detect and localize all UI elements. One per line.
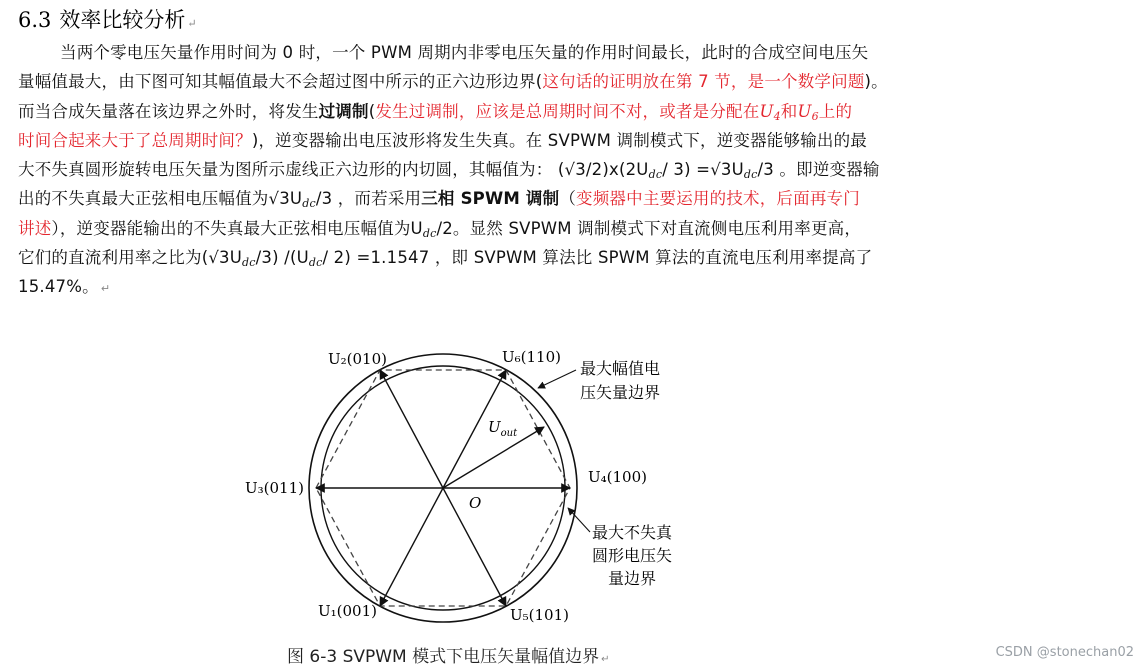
return-mark-icon: ↵ bbox=[100, 282, 111, 296]
paragraph-line-9 bbox=[18, 272, 1132, 301]
text-run: 量幅值最大，由下图可知其幅值最大不会超过图中所示的正六边形边界( bbox=[18, 72, 543, 92]
math-subscript: dc bbox=[648, 168, 663, 182]
label-u6: U₆(110) bbox=[502, 348, 561, 366]
math-subscript: dc bbox=[422, 226, 437, 240]
text-run: （ bbox=[559, 189, 577, 209]
red-annotation: 变频器中主要运用的技术，后面再专门 bbox=[576, 189, 860, 209]
text-run: 它们的直流利用率之比为(√3U bbox=[18, 248, 243, 268]
text-run: 发生过调制，应该是总周期时间不对，或者是分配在 bbox=[375, 101, 760, 121]
text-run: /3) /(U bbox=[255, 248, 309, 268]
math-subscript: 6 bbox=[811, 109, 819, 123]
section-heading bbox=[18, 4, 197, 34]
label-u5: U₅(101) bbox=[510, 606, 569, 624]
label-origin: O bbox=[469, 494, 482, 512]
red-annotation bbox=[375, 102, 852, 121]
text-run: 而当合成矢量落在该边界之外时，将发生 bbox=[18, 101, 319, 121]
caption-text: 图 6-3 SVPWM 模式下电压矢量幅值边界 bbox=[287, 647, 600, 667]
paragraph-line-7 bbox=[18, 214, 1132, 243]
label-uout-symbol: U bbox=[488, 418, 501, 436]
text-run: 出的不失真最大正弦相电压幅值为√3U bbox=[18, 189, 303, 209]
bold-term-overmodulation: 过调制 bbox=[318, 101, 369, 121]
paragraph-line-3 bbox=[18, 97, 1132, 126]
bold-term-spwm: 三相 SPWM 调制 bbox=[421, 189, 560, 209]
svpwm-vector-diagram bbox=[240, 340, 710, 630]
section-title: 效率比较分析 bbox=[59, 8, 186, 32]
text-run: ( bbox=[368, 101, 376, 121]
vector-u1-arrow bbox=[380, 488, 443, 606]
text-run: / 2) =1.1547 ，即 SVPWM 算法比 SPWM 算法的直流电压利用率提高了 bbox=[322, 248, 873, 268]
math-subscript: dc bbox=[302, 197, 316, 211]
math-symbol: U bbox=[759, 101, 774, 121]
math-formula bbox=[557, 160, 758, 182]
paragraph-line-1 bbox=[18, 38, 1132, 67]
figure-caption bbox=[287, 642, 610, 667]
text-run: (√3/2)x(2U bbox=[557, 160, 649, 180]
math-u6 bbox=[797, 102, 818, 121]
text-run: /3 ，而若采用 bbox=[315, 189, 422, 209]
text-run: 15.47%。 bbox=[18, 277, 99, 297]
circle-boundary-label-3: 量边界 bbox=[608, 569, 657, 588]
max-boundary-label-2: 压矢量边界 bbox=[580, 383, 661, 402]
circle-boundary-label-2: 圆形电压矢 bbox=[592, 546, 673, 565]
math-subscript: 4 bbox=[773, 109, 781, 123]
math-subscript: dc bbox=[308, 256, 323, 270]
return-mark-icon: ↵ bbox=[187, 17, 197, 30]
red-annotation: 时间合起来大于了总周期时间？ bbox=[18, 130, 252, 150]
paragraph-line-8 bbox=[18, 243, 1132, 272]
text-run: 当两个零电压矢量作用时间为 0 时，一个 PWM 周期内非零电压矢量的作用时间最长，此时的合成空间电压矢 bbox=[60, 43, 869, 62]
red-annotation: 这句话的证明放在第 7 节，是一个数学问题 bbox=[542, 72, 865, 92]
text-run: )，逆变器输出电压波形将发生失真。在 SVPWM 调制模式下，逆变器能够输出的最 bbox=[251, 130, 868, 150]
text-run: /2。显然 SVPWM 调制模式下对直流侧电压利用率更高， bbox=[436, 218, 862, 238]
paragraph-line-2 bbox=[18, 67, 1132, 96]
text-run: 和 bbox=[780, 101, 798, 121]
text-run: /3 。即逆变器输 bbox=[757, 160, 880, 180]
label-u2: U₂(010) bbox=[328, 350, 387, 368]
text-run: / 3) =√3U bbox=[662, 160, 744, 180]
return-mark-icon: ↵ bbox=[601, 654, 610, 665]
max-boundary-label-1: 最大幅值电 bbox=[580, 359, 661, 378]
math-subscript: dc bbox=[242, 256, 256, 270]
label-uout-subscript: out bbox=[500, 428, 518, 439]
text-run: ），逆变器能输出的不失真最大正弦相电压幅值为U bbox=[51, 218, 423, 238]
section-number: 6.3 bbox=[18, 8, 52, 32]
text-run: )。 bbox=[864, 72, 888, 92]
vector-uout-arrow bbox=[443, 427, 544, 488]
paragraph-line-4 bbox=[18, 126, 1132, 155]
math-u4 bbox=[759, 102, 780, 121]
label-u4: U₄(100) bbox=[588, 468, 647, 486]
circle-boundary-label-1: 最大不失真 bbox=[592, 523, 673, 542]
label-u1: U₁(001) bbox=[318, 602, 377, 620]
body-paragraph bbox=[18, 38, 1132, 302]
label-uout bbox=[488, 418, 518, 439]
red-annotation: 讲述 bbox=[18, 218, 52, 238]
paragraph-line-6 bbox=[18, 184, 1132, 213]
label-u3: U₃(011) bbox=[245, 479, 304, 497]
leader-line-hexagon bbox=[538, 370, 576, 388]
csdn-watermark: CSDN @stonechan02 bbox=[995, 645, 1134, 660]
paragraph-line-5 bbox=[18, 155, 1132, 184]
math-symbol: U bbox=[797, 101, 812, 121]
text-run: 上的 bbox=[818, 101, 853, 121]
text-run: 大不失真圆形旋转电压矢量为图所示虚线正六边形的内切圆，其幅值为： bbox=[18, 160, 553, 180]
math-subscript: dc bbox=[743, 168, 758, 182]
vector-u2-arrow bbox=[380, 370, 443, 488]
